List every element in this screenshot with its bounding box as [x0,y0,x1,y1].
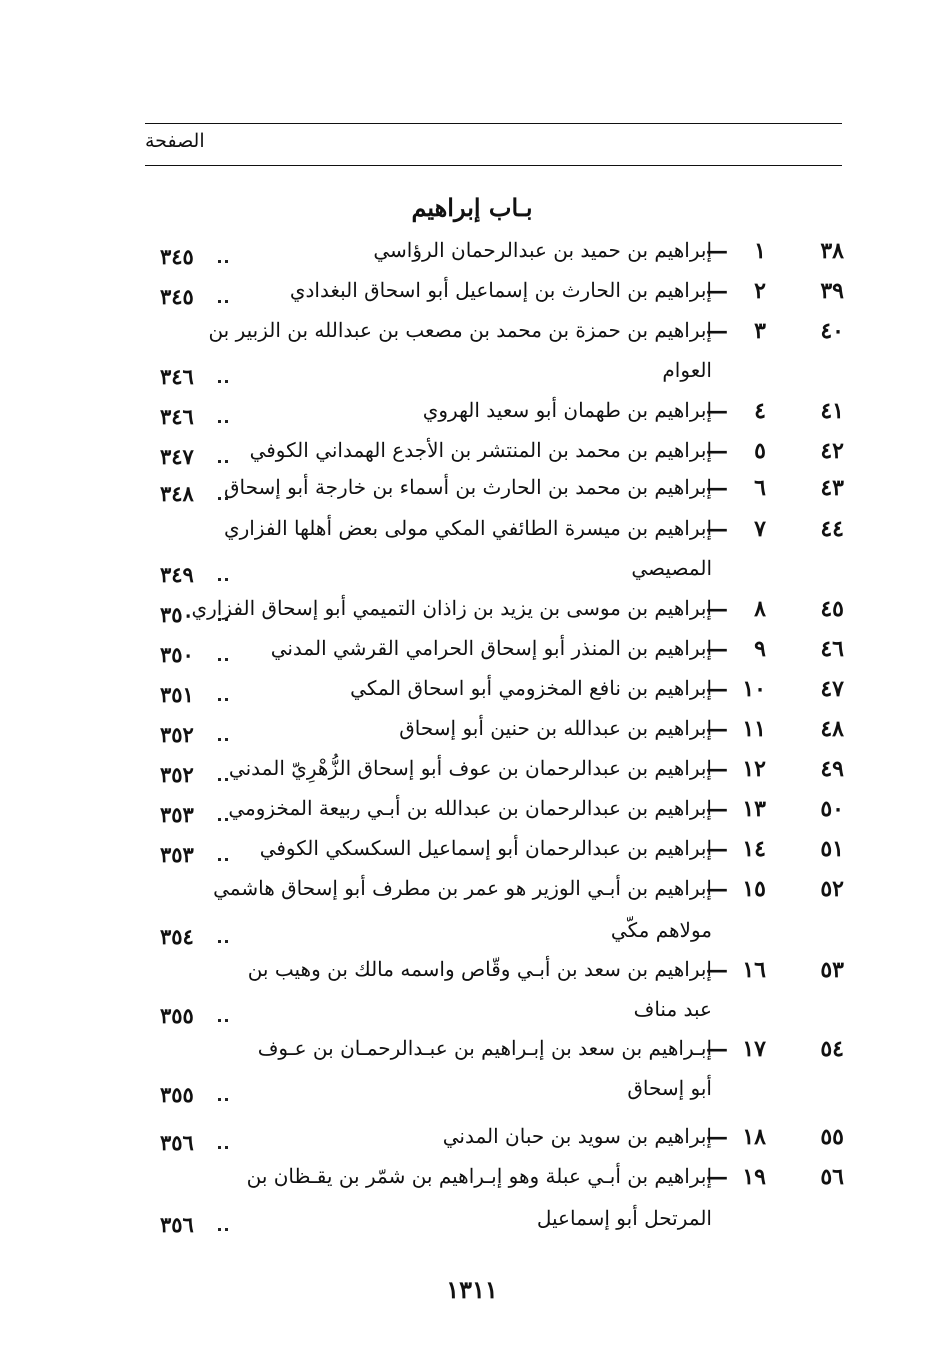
index-entry [0,1036,944,1072]
entry-sequence-number: ٤٥ [820,596,844,622]
entry-dash: — [706,238,728,264]
entry-page-number: ٣٥٠ [160,602,194,627]
entry-sequence-number: ٥٢ [820,876,844,902]
entry-page-number: ٣٥٥ [160,1082,194,1107]
entry-title: إبراهيم بن عبدالله بن حنين أبو إسحاق [399,716,712,740]
leader-dots [218,1098,228,1101]
entry-page-number: ٣٥٢ [160,762,194,787]
entry-dash: — [706,836,728,862]
entry-number: ١٤ [742,836,766,862]
index-entry [0,516,944,552]
index-entry [0,636,944,672]
index-entry [0,1124,944,1160]
entry-title: إبراهيم بن سعد بن أبـي وقّاص واسمه مالك بن وهيب بن [247,957,712,981]
entry-dash: — [706,756,728,782]
entry-page-number: ٣٤٥ [160,244,194,269]
entry-title: العوام [662,358,712,382]
entry-number: ٣ [754,318,766,344]
entry-page-number: ٣٤٩ [160,562,194,587]
entry-title: إبراهيم بن ميسرة الطائفي المكي مولى بعض أهلها الفزاري [223,516,712,540]
leader-dots [218,460,228,463]
index-entry-continuation [0,358,944,394]
entry-sequence-number: ٥١ [820,836,844,862]
leader-dots [218,778,228,781]
section-title: بـاب إبراهيم [411,193,533,222]
entry-number: ١٧ [742,1036,766,1062]
entry-page-number: ٣٥٦ [160,1212,194,1237]
entry-title: إبراهيم بن محمد بن الحارث بن أسماء بن خارجة أبو إسحاق [223,475,712,499]
entry-sequence-number: ٥٥ [820,1124,844,1150]
leader-dots [218,658,228,661]
entry-dash: — [706,957,728,983]
entry-sequence-number: ٤٢ [820,438,844,464]
entry-dash: — [706,516,728,542]
leader-dots [218,380,228,383]
entry-title: إبـراهيم بن سعد بن إبـراهيم بن عبـدالرحمـان بن عـوف [257,1036,712,1060]
entry-number: ٦ [754,475,766,501]
entry-number: ٤ [754,398,766,424]
entry-title: إبراهيم بن سويد بن حبان المدني [442,1124,712,1148]
entry-page-number: ٣٥٣ [160,842,194,867]
entry-dash: — [706,278,728,304]
entry-dash: — [706,398,728,424]
entry-sequence-number: ٥٣ [820,957,844,983]
index-entry-continuation [0,556,944,592]
index-entry [0,716,944,752]
leader-dots [218,818,228,821]
index-entry-continuation [0,997,944,1033]
entry-title: إبراهيم بن طهمان أبو سعيد الهروي [422,398,712,422]
leader-dots [218,940,228,943]
index-entry [0,475,944,511]
entry-sequence-number: ٤٣ [820,475,844,501]
entry-title: إبراهيم بن حميد بن عبدالرحمان الرؤاسي [373,238,712,262]
entry-dash: — [706,876,728,902]
entry-title: إبراهيم بن حمزة بن محمد بن مصعب بن عبدالله بن الزبير بن [208,318,712,342]
entry-sequence-number: ٣٩ [820,278,844,304]
entry-page-number: ٣٤٥ [160,284,194,309]
index-entry [0,596,944,632]
entry-number: ١٢ [742,756,766,782]
index-entry-continuation [0,1076,944,1112]
page-column-label: الصفحة [145,130,205,152]
index-entry [0,756,944,792]
index-entry [0,836,944,872]
entry-title: مولاهم مكّي [610,918,712,942]
index-entry [0,876,944,912]
entry-title: إبراهيم بن محمد بن المنتشر بن الأجدع الهمداني الكوفي [249,438,712,462]
entry-dash: — [706,1036,728,1062]
index-entry-continuation [0,918,944,954]
entry-dash: — [706,676,728,702]
leader-dots [218,300,228,303]
entry-sequence-number: ٤١ [820,398,844,424]
entry-number: ١ [754,238,766,264]
index-entry [0,1164,944,1200]
entry-title: المصيصي [631,556,712,580]
entry-page-number: ٣٥٣ [160,802,194,827]
index-entry [0,676,944,712]
leader-dots [218,738,228,741]
entry-dash: — [706,318,728,344]
entry-dash: — [706,438,728,464]
index-entry [0,957,944,993]
entry-page-number: ٣٤٦ [160,404,194,429]
leader-dots [218,698,228,701]
leader-dots [218,497,228,500]
entry-number: ٢ [754,278,766,304]
leader-dots [218,260,228,263]
entry-page-number: ٣٥٤ [160,924,194,949]
entry-title: إبراهيم بن عبدالرحمان بن عوف أبو إسحاق الزُّهْرِيّ المدني [228,756,712,780]
leader-dots [218,618,228,621]
entry-page-number: ٣٥٢ [160,722,194,747]
leader-dots [218,858,228,861]
entry-title: عبد مناف [633,997,712,1021]
entry-number: ٥ [754,438,766,464]
entry-page-number: ٣٥٦ [160,1130,194,1155]
entry-dash: — [706,1124,728,1150]
entry-sequence-number: ٤٧ [820,676,844,702]
leader-dots [218,420,228,423]
index-entry [0,318,944,354]
index-entry [0,278,944,314]
leader-dots [218,1019,228,1022]
page-number: ١٣١١ [446,1275,498,1304]
entry-title: إبراهيم بن أبـي الوزير هو عمر بن مطرف أبو إسحاق هاشمي [213,876,712,900]
entry-number: ١٨ [742,1124,766,1150]
entry-title: إبراهيم بن موسى بن يزيد بن زاذان التميمي أبو إسحاق الفزاري [191,596,712,620]
entry-number: ١٥ [742,876,766,902]
entry-dash: — [706,475,728,501]
entry-sequence-number: ٤٨ [820,716,844,742]
leader-dots [218,578,228,581]
entry-title: إبراهيم بن عبدالرحمان أبو إسماعيل السكسكي الكوفي [259,836,712,860]
entry-page-number: ٣٤٨ [160,481,194,506]
leader-dots [218,1146,228,1149]
entry-number: ١٣ [742,796,766,822]
entry-page-number: ٣٥١ [160,682,194,707]
entry-page-number: ٣٥٥ [160,1003,194,1028]
leader-dots [218,1228,228,1231]
index-entry-continuation [0,1206,944,1242]
entry-title: إبراهيم بن الحارث بن إسماعيل أبو اسحاق البغدادي [289,278,712,302]
entry-sequence-number: ٤٠ [820,318,844,344]
entry-title: المرتحل أبو إسماعيل [536,1206,712,1230]
entry-page-number: ٣٤٦ [160,364,194,389]
entry-title: إبراهيم بن نافع المخزومي أبو اسحاق المكي [350,676,712,700]
entry-sequence-number: ٤٩ [820,756,844,782]
index-entry [0,398,944,434]
entry-sequence-number: ٥٦ [820,1164,844,1190]
entry-sequence-number: ٥٠ [820,796,844,822]
entry-dash: — [706,596,728,622]
entry-number: ١٩ [742,1164,766,1190]
entry-number: ٧ [754,516,766,542]
entry-title: إبراهيم بن عبدالرحمان بن عبدالله بن أبـي ربيعة المخزومي [228,796,712,820]
index-entry [0,438,944,474]
entry-title: أبو إسحاق [627,1076,712,1100]
entry-dash: — [706,1164,728,1190]
entry-dash: — [706,636,728,662]
entry-dash: — [706,796,728,822]
entry-sequence-number: ٤٤ [820,516,844,542]
entry-page-number: ٣٥٠ [160,642,194,667]
entry-sequence-number: ٥٤ [820,1036,844,1062]
entry-title: إبراهيم بن المنذر أبو إسحاق الحرامي القرشي المدني [270,636,712,660]
entry-sequence-number: ٣٨ [820,238,844,264]
entry-title: إبراهيم بن أبـي عبلة وهو إبـراهيم بن شمّر بن يقـظان بن [246,1164,712,1188]
entry-dash: — [706,716,728,742]
entry-number: ٨ [754,596,766,622]
entry-number: ١٦ [742,957,766,983]
entry-number: ١١ [742,716,766,742]
entry-number: ١٠ [742,676,766,702]
index-entry [0,238,944,274]
entry-number: ٩ [754,636,766,662]
index-entry [0,796,944,832]
entry-sequence-number: ٤٦ [820,636,844,662]
entry-page-number: ٣٤٧ [160,444,194,469]
